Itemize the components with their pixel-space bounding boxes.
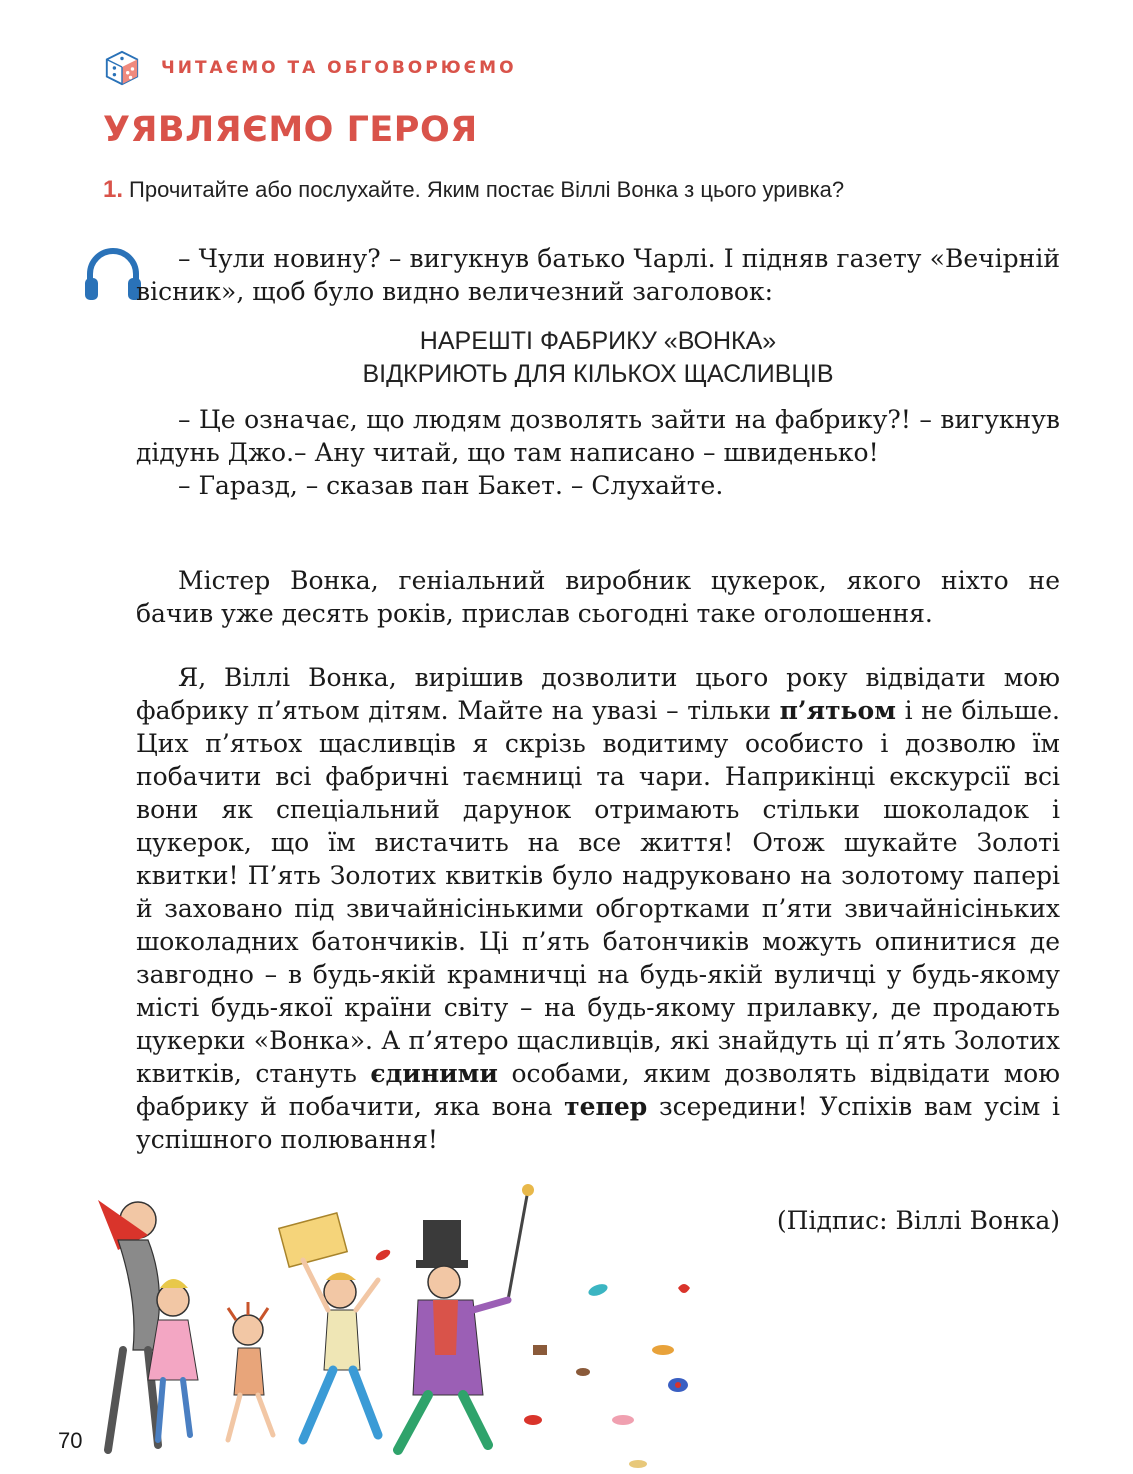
announcement-intro: Містер Вонка, геніальний виробник цукерок, якого ніхто не бачив уже десять років, прислав сьогодні таке оголошення. <box>136 566 1060 628</box>
headphones-icon[interactable] <box>82 246 144 302</box>
page-title: УЯВЛЯЄМО ГЕРОЯ <box>103 110 478 150</box>
dialogue-paragraph: – Це означає, що людям дозволять зайти на фабрику?! – вигукнув дідунь Джо.– Ану читай, що там написано – швиденько! <box>136 405 1060 467</box>
wonka-figure <box>398 1184 534 1450</box>
characters-illustration <box>78 1180 738 1470</box>
announcement <box>136 661 1060 1156</box>
child-figure <box>228 1302 273 1440</box>
dialogue-paragraph: – Гаразд, – сказав пан Бакет. – Слухайте. <box>178 471 724 500</box>
section-header <box>103 48 517 88</box>
newspaper-headline <box>136 325 1060 391</box>
intro-paragraph: – Чули новину? – вигукнув батько Чарлі. І підняв газету «Вечірній вісник», щоб було видно величезний заголовок: <box>136 244 1060 306</box>
story-intro <box>136 242 1060 308</box>
grandpa-figure <box>98 1200 159 1450</box>
story-dialogue <box>136 403 1060 502</box>
page-number: 70 <box>58 1428 83 1453</box>
task-number: 1. <box>103 176 124 203</box>
section-label: ЧИТАЄМО ТА ОБГОВОРЮЄМО <box>161 58 517 78</box>
headline-line-2: ВІДКРИЮТЬ ДЛЯ КІЛЬКОХ ЩАСЛИВЦІВ <box>362 360 834 388</box>
dice-icon <box>103 49 141 87</box>
task-instruction <box>103 176 844 204</box>
announcement-paragraph: Я, Віллі Вонка, вирішив дозволити цього року відвідати мою фабрику п’ятьом дітям. Майте на увазі – тільки п’ятьом і не більше. Цих п’ятьох щасливців я скрізь водитиму особисто і дозволю їм побачити всі фабричні таємниці та чари. Наприкінці екскурсії всі вони як спеціальний дарунок отримають стільки шоколадок і цукерок, що їм вистачить на все життя! Отож шукайте Золоті квитки! П’ять Золотих квитків було надруковано на золотому папері й заховано під звичайнісінькими обгортками п’яти звичайнісіньких шоколадних батончиків. Ці п’ять батончиків можуть опинитися де завгодно – в будь-якій крамничці на будь-якій вуличці у будь-якому місті будь-якої країни світу – на будь-якому прилавку, де продають цукерки «Вонка». А п’ятеро щасливців, які знайдуть ці п’ять Золотих квитків, стануть єдиними особами, яким дозволять відвідати мою фабрику й побачити, яка вона тепер зсередини! Успіхів вам усім і успішного полювання! <box>136 663 1060 1154</box>
charlie-figure <box>279 1213 378 1440</box>
headline-line-1: НАРЕШТІ ФАБРИКУ «ВОНКА» <box>419 327 777 355</box>
story-paragraph <box>136 564 1060 630</box>
task-text: Прочитайте або послухайте. Яким постає Віллі Вонка з цього уривка? <box>129 177 845 202</box>
signature: (Підпис: Віллі Вонка) <box>776 1206 1060 1235</box>
